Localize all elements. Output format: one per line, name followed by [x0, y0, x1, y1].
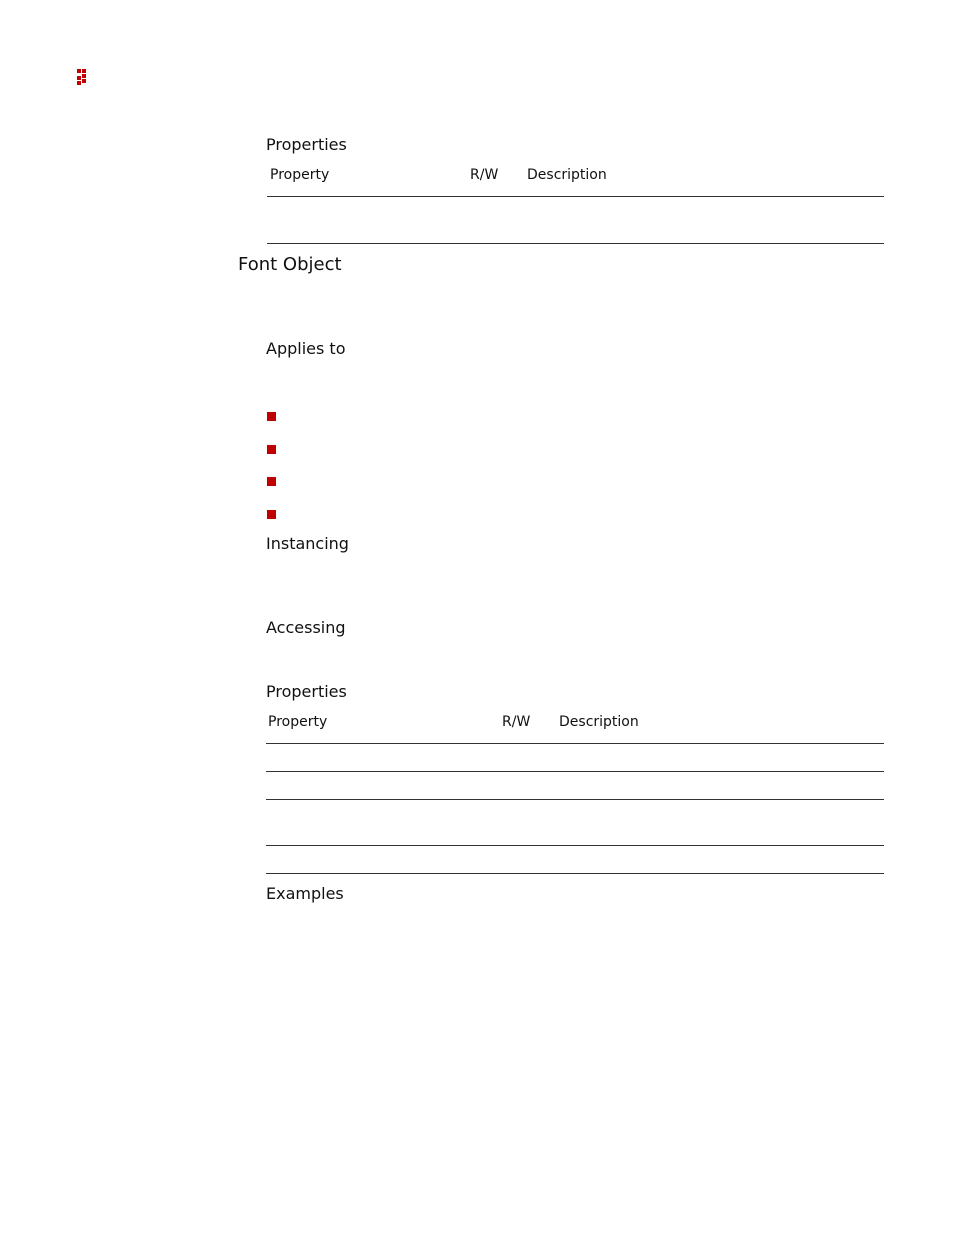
- accessing-heading: Accessing: [266, 618, 346, 637]
- properties-heading: Properties: [266, 682, 347, 701]
- column-header-description: Description: [559, 714, 639, 730]
- list-bullet-icon: [267, 510, 276, 519]
- properties-heading: Properties: [266, 135, 347, 154]
- brand-logo-icon: [77, 69, 90, 86]
- column-header-description: Description: [527, 167, 607, 183]
- table-bottom-divider: [267, 243, 884, 244]
- object-title: Font Object: [238, 254, 342, 275]
- list-bullet-icon: [267, 412, 276, 421]
- instancing-heading: Instancing: [266, 534, 349, 553]
- list-bullet-icon: [267, 477, 276, 486]
- table-bottom-divider: [266, 873, 884, 874]
- table-header-divider: [267, 196, 884, 197]
- table-header-divider: [266, 743, 884, 744]
- table-row-divider: [266, 845, 884, 846]
- column-header-rw: R/W: [502, 714, 531, 730]
- column-header-property: Property: [268, 714, 328, 730]
- column-header-property: Property: [270, 167, 330, 183]
- table-row-divider: [266, 799, 884, 800]
- examples-heading: Examples: [266, 884, 344, 903]
- applies-to-heading: Applies to: [266, 339, 346, 358]
- column-header-rw: R/W: [470, 167, 499, 183]
- list-bullet-icon: [267, 445, 276, 454]
- table-row-divider: [266, 771, 884, 772]
